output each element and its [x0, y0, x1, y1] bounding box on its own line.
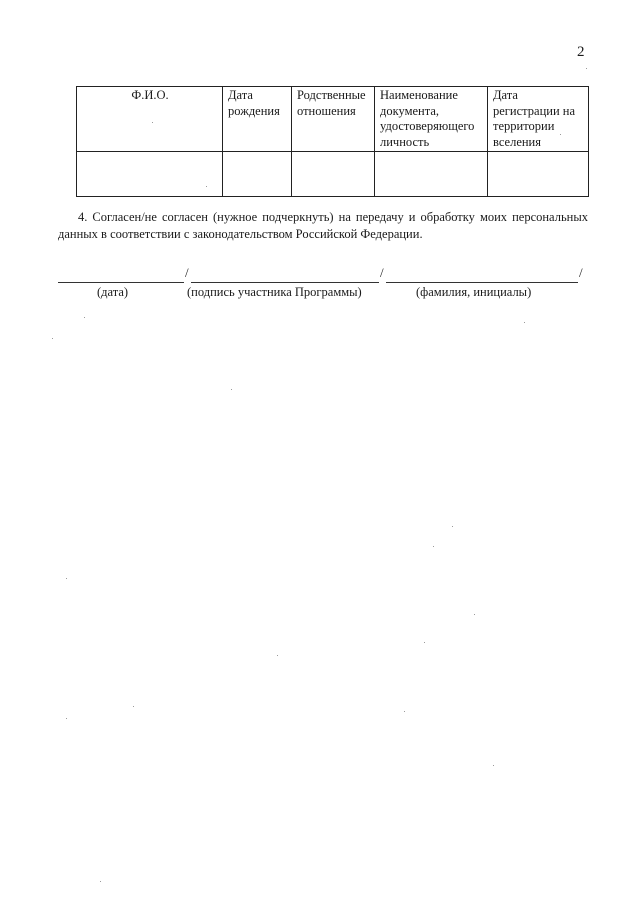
header-registration-date: Дата регистрации на территории вселения	[488, 87, 589, 152]
header-id-document: Наименование документа, удостоверяющего личность	[375, 87, 488, 152]
scan-speck	[433, 546, 434, 547]
scan-speck	[560, 134, 561, 135]
scan-speck	[206, 186, 207, 187]
page-number: 2	[577, 44, 585, 60]
table-cell	[223, 152, 292, 197]
signature-line	[191, 266, 379, 283]
scan-speck	[84, 317, 85, 318]
table-cell	[488, 152, 589, 197]
scan-speck	[133, 706, 134, 707]
scan-speck	[66, 718, 67, 719]
separator-slash: /	[579, 265, 583, 280]
date-line	[58, 266, 184, 283]
scan-speck	[424, 642, 425, 643]
consent-paragraph: 4. Согласен/не согласен (нужное подчеркнуть) на передачу и обработку моих персональных данных в соответствии с законодательством Российской Федерации.	[58, 210, 588, 241]
scan-speck	[524, 322, 525, 323]
scan-speck	[277, 655, 278, 656]
date-caption: (дата)	[97, 285, 129, 299]
scan-speck	[66, 578, 67, 579]
scan-speck	[231, 389, 232, 390]
table-cell	[375, 152, 488, 197]
table-header-row	[77, 87, 589, 152]
name-caption: (фамилия, инициалы)	[416, 285, 532, 299]
table-cell	[77, 152, 223, 197]
separator-slash: /	[185, 265, 189, 280]
scan-speck	[152, 122, 153, 123]
scan-speck	[100, 881, 101, 882]
scan-speck	[474, 614, 475, 615]
scan-speck	[493, 765, 494, 766]
scan-speck	[404, 711, 405, 712]
table-cell	[292, 152, 375, 197]
scan-speck	[52, 338, 53, 339]
family-members-table	[76, 86, 589, 197]
header-relationship: Родственные отношения	[292, 87, 375, 152]
signature-caption: (подпись участника Программы)	[187, 285, 362, 299]
table-row	[77, 152, 589, 197]
separator-slash: /	[380, 265, 384, 280]
header-full-name: Ф.И.О.	[77, 87, 223, 152]
scan-speck	[452, 526, 453, 527]
scan-speck	[586, 68, 587, 69]
name-line	[386, 266, 578, 283]
header-birth-date: Дата рождения	[223, 87, 292, 152]
